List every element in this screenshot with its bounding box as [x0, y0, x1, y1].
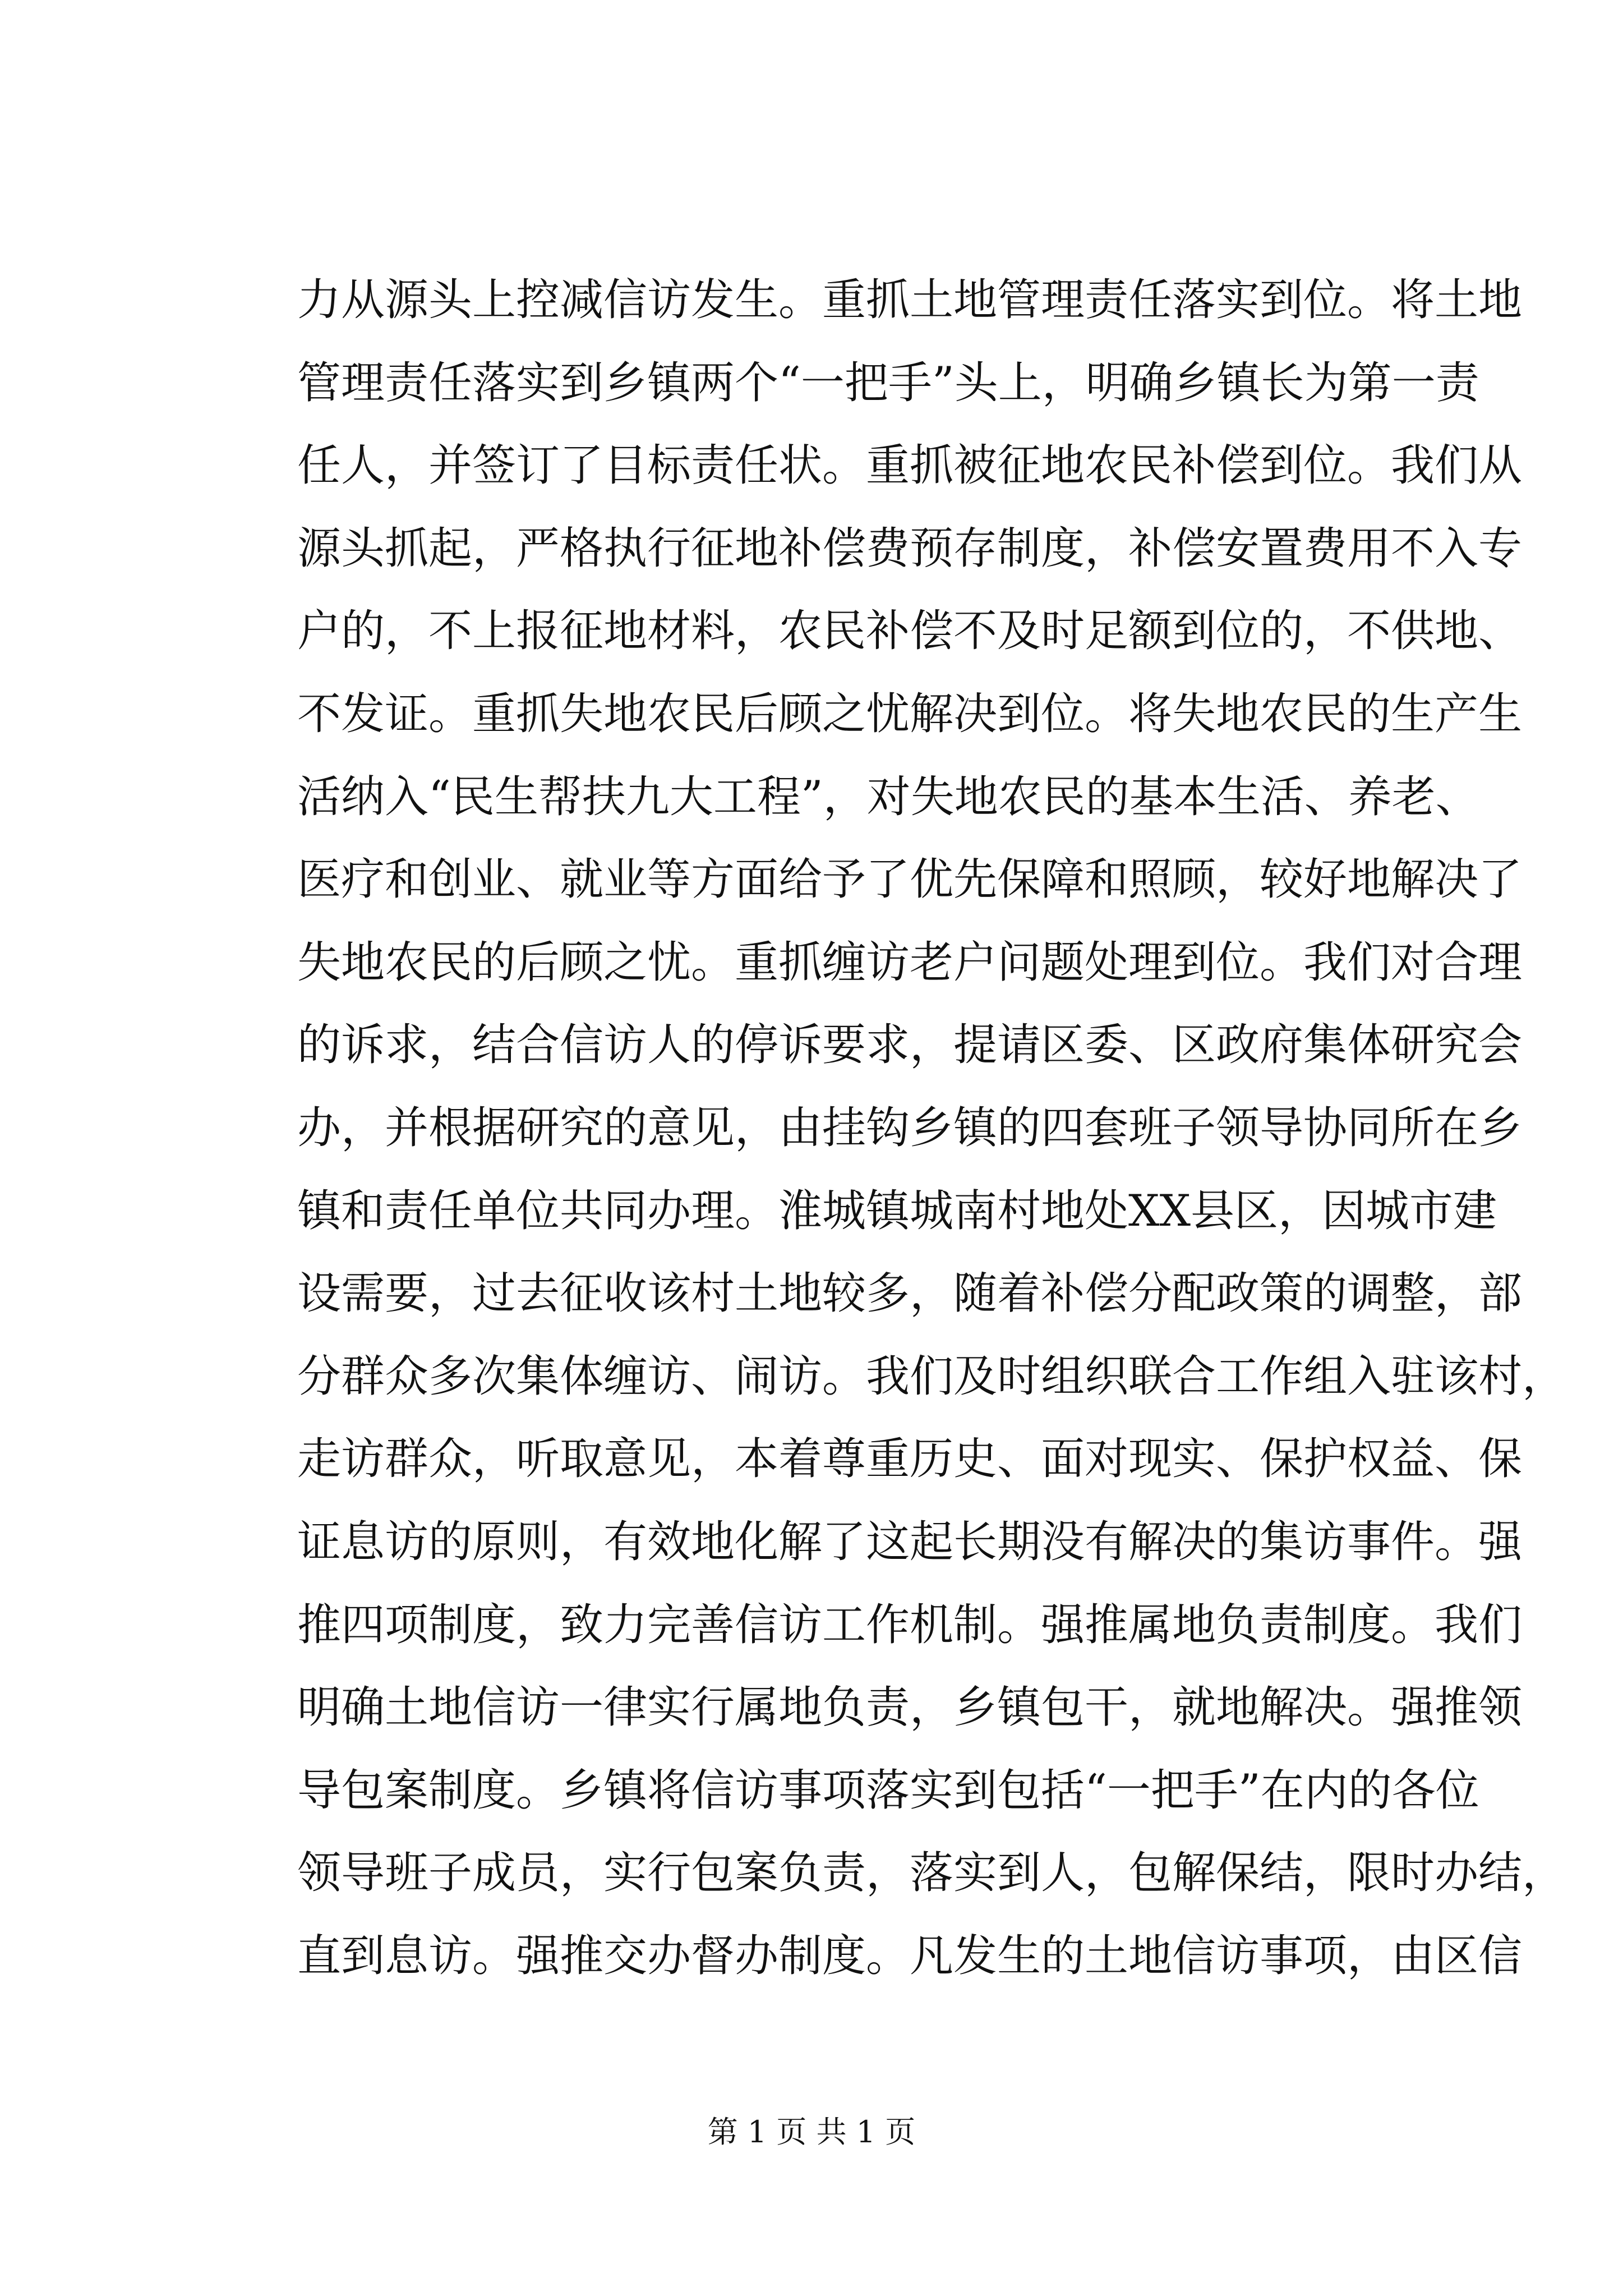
text-line: 不发证。重抓失地农民后顾之忧解决到位。将失地农民的生产生: [297, 688, 1523, 739]
text-line: 分群众多次集体缠访、闹访。我们及时组织联合工作组入驻该村，: [297, 1351, 1566, 1402]
text-line: 活纳入“民生帮扶九大工程”，对失地农民的基本生活、养老、: [297, 771, 1479, 822]
text-line: 明确土地信访一律实行属地负责，乡镇包干，就地解决。强推领: [297, 1682, 1523, 1733]
text-line: 镇和责任单位共同办理。淮城镇城南村地处XX县区，因城市建: [297, 1185, 1497, 1236]
text-line: 医疗和创业、就业等方面给予了优先保障和照顾，较好地解决了: [297, 854, 1523, 905]
text-line: 任人，并签订了目标责任状。重抓被征地农民补偿到位。我们从: [297, 440, 1523, 491]
text-line: 的诉求，结合信访人的停诉要求，提请区委、区政府集体研究会: [297, 1020, 1523, 1071]
text-line: 力从源头上控减信访发生。重抓土地管理责任落实到位。将土地: [297, 275, 1523, 325]
text-line: 证息访的原则，有效地化解了这起长期没有解决的集访事件。强: [297, 1516, 1523, 1567]
text-line: 办，并根据研究的意见，由挂钩乡镇的四套班子领导协同所在乡: [297, 1102, 1523, 1153]
text-line: 源头抓起，严格执行征地补偿费预存制度，补偿安置费用不入专: [297, 523, 1523, 574]
text-line: 导包案制度。乡镇将信访事项落实到包括“一把手”在内的各位: [297, 1765, 1479, 1816]
text-line: 管理责任落实到乡镇两个“一把手”头上，明确乡镇长为第一责: [297, 357, 1479, 408]
text-line: 失地农民的后顾之忧。重抓缠访老户问题处理到位。我们对合理: [297, 937, 1523, 988]
text-line: 推四项制度，致力完善信访工作机制。强推属地负责制度。我们: [297, 1599, 1523, 1650]
text-line: 设需要，过去征收该村土地较多，随着补偿分配政策的调整，部: [297, 1268, 1523, 1319]
text-line: 走访群众，听取意见，本着尊重历史、面对现实、保护权益、保: [297, 1434, 1523, 1485]
text-line: 户的，不上报征地材料，农民补偿不及时足额到位的，不供地、: [297, 606, 1523, 657]
page-footer: 第 1 页 共 1 页: [707, 2114, 916, 2150]
body-text: [297, 259, 1566, 1998]
text-line: 直到息访。强推交办督办制度。凡发生的土地信访事项，由区信: [297, 1930, 1523, 1981]
text-line: 领导班子成员，实行包案负责，落实到人，包解保结，限时办结，: [297, 1848, 1566, 1899]
